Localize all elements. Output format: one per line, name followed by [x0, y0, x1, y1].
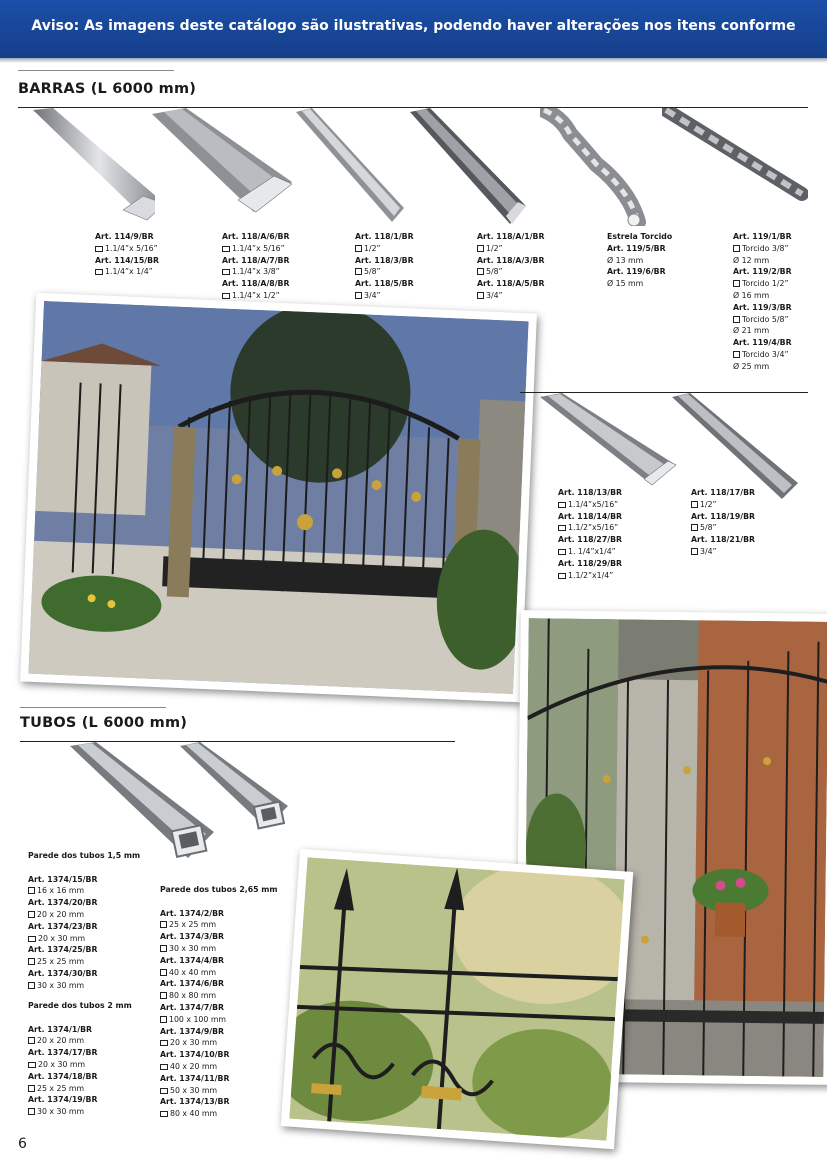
- spacer: [28, 862, 140, 874]
- size-value: 5/8”: [486, 267, 503, 277]
- article-code: Art. 119/2/BR: [733, 267, 792, 277]
- barras-group-7: [558, 487, 622, 581]
- size-value: 1. 1/4”x1/4”: [568, 546, 616, 556]
- size-value: 40 x 40 mm: [169, 967, 217, 977]
- article-code: Art. 1374/15/BR: [28, 874, 98, 884]
- article-code: Art. 119/5/BR: [607, 243, 666, 253]
- rectangle-profile-icon: [222, 246, 230, 252]
- article-size: [160, 967, 278, 979]
- size-value: 5/8”: [700, 523, 717, 533]
- bar-image-114: [25, 108, 155, 224]
- size-value: 1.1/4”x 1/4”: [105, 267, 153, 277]
- article-code: Art. 1374/11/BR: [160, 1073, 230, 1083]
- article-size: [160, 1037, 278, 1049]
- size-value: 40 x 20 mm: [170, 1061, 218, 1071]
- size-value: 1.1/2”x5/16”: [568, 523, 619, 533]
- square-profile-icon: [355, 268, 362, 275]
- square-profile-icon: [160, 945, 167, 952]
- size-value: 1/2”: [364, 243, 381, 253]
- square-profile-icon: [691, 548, 698, 555]
- size-value: 1.1/4”x5/16”: [568, 499, 619, 509]
- size-value: 25 x 25 mm: [169, 920, 217, 930]
- size-value: 30 x 30 mm: [37, 980, 85, 990]
- article-size: [355, 290, 414, 302]
- barras-group-8: [691, 487, 755, 558]
- article-code: Art. 118/13/BR: [558, 488, 623, 497]
- article-size: [558, 499, 622, 511]
- article-code: Art. 1374/7/BR: [160, 1002, 225, 1012]
- article-size: [28, 980, 140, 992]
- article-code: Art. 1374/18/BR: [28, 1071, 98, 1081]
- size-value: 25 x 25 mm: [37, 1083, 85, 1093]
- size-value: 3/4”: [700, 546, 717, 556]
- article-size: [160, 1014, 278, 1026]
- size-value: 80 x 40 mm: [170, 1109, 218, 1119]
- size-value: Ø 25 mm: [733, 361, 770, 371]
- article-size: [733, 290, 792, 302]
- bar-image-119-twisted: [662, 108, 808, 202]
- article-size: [160, 919, 278, 931]
- fence-photo: [281, 849, 634, 1150]
- size-value: 3/4”: [486, 290, 503, 300]
- article-size: [28, 1059, 132, 1071]
- barras-group-3: [355, 231, 414, 302]
- tubos-title: TUBOS (L 6000 mm): [20, 715, 188, 731]
- article-size: [95, 243, 159, 255]
- size-value: 20 x 30 mm: [38, 1059, 86, 1069]
- size-value: 1.1/4”x 1/2”: [232, 290, 280, 300]
- tubos-group-2: [28, 1000, 132, 1118]
- bar-image-119-star: [540, 108, 650, 226]
- article-size: [477, 266, 545, 278]
- spacer: [160, 896, 278, 908]
- rectangle-profile-icon: [222, 293, 230, 299]
- rectangle-profile-icon: [160, 1088, 168, 1094]
- article-code: Art. 118/3/BR: [355, 255, 414, 265]
- article-size: [558, 546, 622, 558]
- spec-heading: Parede dos tubos 1,5 mm: [28, 851, 141, 860]
- article-code: Art. 1374/6/BR: [160, 979, 225, 989]
- article-size: [733, 278, 792, 290]
- article-code: Art. 1374/23/BR: [28, 921, 98, 931]
- barras-group-5: [607, 231, 672, 290]
- square-profile-icon: [477, 292, 484, 299]
- article-size: [558, 570, 622, 582]
- article-code: Art. 1374/1/BR: [28, 1024, 93, 1034]
- square-profile-icon: [477, 268, 484, 275]
- article-size: [28, 1035, 132, 1047]
- article-code: Art. 1374/10/BR: [160, 1050, 230, 1060]
- article-code: Art. 119/4/BR: [733, 338, 792, 348]
- spec-heading: Parede dos tubos 2 mm: [28, 1001, 132, 1010]
- size-value: 1.1/4”x 5/16”: [105, 243, 158, 253]
- size-value: Ø 12 mm: [733, 255, 770, 265]
- article-code: Art. 1374/2/BR: [160, 908, 225, 918]
- spacer: [28, 1012, 132, 1024]
- tubos-group-3: [160, 884, 278, 1120]
- barras-group-1: [95, 231, 159, 278]
- size-value: 30 x 30 mm: [169, 943, 217, 953]
- article-code: Art. 118/27/BR: [558, 535, 623, 545]
- rectangle-profile-icon: [160, 1040, 168, 1046]
- article-code: Art. 118/29/BR: [558, 558, 623, 568]
- article-code: Art. 1374/19/BR: [28, 1095, 98, 1105]
- rectangle-profile-icon: [160, 1111, 168, 1117]
- barras-top-rule: [18, 70, 174, 71]
- size-value: Torcido 5/8”: [742, 314, 789, 324]
- size-value: 30 x 30 mm: [37, 1107, 85, 1117]
- barras-group-4: [477, 231, 545, 302]
- article-size: [160, 1085, 278, 1097]
- square-profile-icon: [160, 921, 167, 928]
- article-code: Art. 119/1/BR: [733, 232, 792, 241]
- article-size: [691, 546, 755, 558]
- banner-shadow: [0, 58, 827, 63]
- square-profile-icon: [28, 1037, 35, 1044]
- square-profile-icon: [733, 280, 740, 287]
- square-profile-icon: [28, 1108, 35, 1115]
- article-code: Art. 119/3/BR: [733, 302, 792, 312]
- article-size: [733, 314, 792, 326]
- size-value: 1.1/4”x 5/16”: [232, 243, 285, 253]
- article-code: Art. 1374/30/BR: [28, 968, 98, 978]
- square-profile-icon: [733, 316, 740, 323]
- square-profile-icon: [28, 982, 35, 989]
- article-size: [733, 349, 792, 361]
- article-size: [222, 290, 290, 302]
- tubos-top-rule: [20, 707, 166, 708]
- gate-photo-large: [20, 290, 537, 703]
- article-code: Art. 1374/3/BR: [160, 932, 225, 942]
- size-value: 1/2”: [700, 499, 717, 509]
- size-value: 20 x 30 mm: [170, 1038, 218, 1048]
- article-size: [477, 243, 545, 255]
- article-size: [28, 1106, 132, 1118]
- rectangle-profile-icon: [222, 269, 230, 275]
- rectangle-profile-icon: [95, 246, 103, 252]
- notice-banner: [0, 0, 827, 86]
- size-value: 20 x 30 mm: [38, 933, 86, 943]
- size-value: 5/8”: [364, 267, 381, 277]
- article-size: [160, 1108, 278, 1120]
- article-size: [733, 255, 792, 267]
- size-value: 25 x 25 mm: [37, 957, 85, 967]
- article-size: [607, 278, 672, 290]
- rectangle-profile-icon: [160, 1064, 168, 1070]
- size-value: Torcido 1/2”: [742, 279, 789, 289]
- size-value: 50 x 30 mm: [170, 1085, 218, 1095]
- article-code: Art. 118/A/6/BR: [222, 232, 290, 241]
- article-code: Art. 118/A/7/BR: [222, 255, 290, 265]
- size-value: Torcido 3/4”: [742, 349, 789, 359]
- bar-image-118a-flat: [152, 108, 292, 218]
- size-value: 1/2”: [486, 243, 503, 253]
- square-profile-icon: [160, 1016, 167, 1023]
- bar-image-118a-square: [410, 108, 528, 226]
- article-code: Art. 118/14/BR: [558, 511, 623, 521]
- size-value: Ø 13 mm: [607, 255, 644, 265]
- article-size: [28, 885, 140, 897]
- article-code: Art. 118/A/1/BR: [477, 232, 545, 241]
- article-size: [558, 522, 622, 534]
- article-size: [95, 266, 159, 278]
- article-code: Art. 118/1/BR: [355, 232, 414, 241]
- tubos-group-1: [28, 850, 140, 992]
- square-profile-icon: [355, 292, 362, 299]
- article-size: [160, 990, 278, 1002]
- tube-image-b: [180, 742, 292, 832]
- article-size: [733, 243, 792, 255]
- spec-heading: Estrela Torcido: [607, 232, 673, 241]
- square-profile-icon: [733, 351, 740, 358]
- square-profile-icon: [733, 245, 740, 252]
- rectangle-profile-icon: [28, 936, 36, 942]
- square-profile-icon: [691, 524, 698, 531]
- size-value: 3/4”: [364, 290, 381, 300]
- size-value: 16 x 16 mm: [37, 886, 85, 896]
- page-number: 6: [18, 1136, 27, 1152]
- article-size: [607, 255, 672, 267]
- barras-group-6: [733, 231, 792, 373]
- rectangle-profile-icon: [558, 573, 566, 579]
- article-size: [28, 933, 140, 945]
- article-code: Art. 118/17/BR: [691, 488, 756, 497]
- article-size: [28, 1083, 132, 1095]
- article-size: [733, 361, 792, 373]
- size-value: 20 x 20 mm: [37, 909, 85, 919]
- article-code: Art. 1374/4/BR: [160, 955, 225, 965]
- square-profile-icon: [691, 501, 698, 508]
- article-code: Art. 114/9/BR: [95, 232, 154, 241]
- article-code: Art. 1374/20/BR: [28, 898, 98, 908]
- article-code: Art. 118/A/3/BR: [477, 255, 545, 265]
- notice-text: Aviso: As imagens deste catálogo são ilustrativas, podendo haver alterações nos itens conforme fabricação de lote.: [31, 18, 796, 86]
- square-profile-icon: [28, 958, 35, 965]
- article-size: [28, 909, 140, 921]
- article-size: [691, 522, 755, 534]
- article-code: Art. 1374/17/BR: [28, 1048, 98, 1058]
- barras-group-2: [222, 231, 290, 302]
- size-value: Ø 16 mm: [733, 290, 770, 300]
- article-code: Art. 114/15/BR: [95, 255, 160, 265]
- size-value: 100 x 100 mm: [169, 1014, 227, 1024]
- article-size: [355, 243, 414, 255]
- article-code: Art. 119/6/BR: [607, 267, 666, 277]
- article-size: [355, 266, 414, 278]
- article-code: Art. 118/A/8/BR: [222, 279, 290, 289]
- square-profile-icon: [28, 887, 35, 894]
- square-profile-icon: [28, 911, 35, 918]
- article-size: [691, 499, 755, 511]
- article-size: [222, 243, 290, 255]
- article-code: Art. 1374/25/BR: [28, 945, 98, 955]
- rectangle-profile-icon: [558, 549, 566, 555]
- size-value: 1.1/2”x1/4”: [568, 570, 614, 580]
- rectangle-profile-icon: [558, 502, 566, 508]
- article-code: Art. 1374/13/BR: [160, 1097, 230, 1107]
- article-code: Art. 118/19/BR: [691, 511, 756, 521]
- size-value: Ø 21 mm: [733, 326, 770, 336]
- article-code: Art. 118/21/BR: [691, 535, 756, 545]
- article-size: [733, 325, 792, 337]
- article-size: [222, 266, 290, 278]
- square-profile-icon: [28, 1085, 35, 1092]
- square-profile-icon: [355, 245, 362, 252]
- spec-heading: Parede dos tubos 2,65 mm: [160, 885, 278, 894]
- size-value: Torcido 3/8”: [742, 243, 789, 253]
- article-size: [160, 943, 278, 955]
- size-value: 80 x 80 mm: [169, 991, 217, 1001]
- article-size: [477, 290, 545, 302]
- article-code: Art. 118/5/BR: [355, 279, 414, 289]
- rectangle-profile-icon: [95, 269, 103, 275]
- rectangle-profile-icon: [558, 525, 566, 531]
- size-value: Ø 15 mm: [607, 279, 644, 289]
- article-code: Art. 118/A/5/BR: [477, 279, 545, 289]
- bar-image-118-hammered-a: [540, 393, 680, 487]
- rectangle-profile-icon: [28, 1062, 36, 1068]
- square-profile-icon: [160, 992, 167, 999]
- bar-image-118-square: [296, 108, 406, 224]
- square-profile-icon: [477, 245, 484, 252]
- article-size: [160, 1061, 278, 1073]
- size-value: 1.1/4”x 3/8”: [232, 267, 280, 277]
- size-value: 20 x 20 mm: [37, 1036, 85, 1046]
- article-size: [28, 956, 140, 968]
- square-profile-icon: [160, 969, 167, 976]
- barras-title: BARRAS (L 6000 mm): [18, 81, 197, 97]
- article-code: Art. 1374/9/BR: [160, 1026, 225, 1036]
